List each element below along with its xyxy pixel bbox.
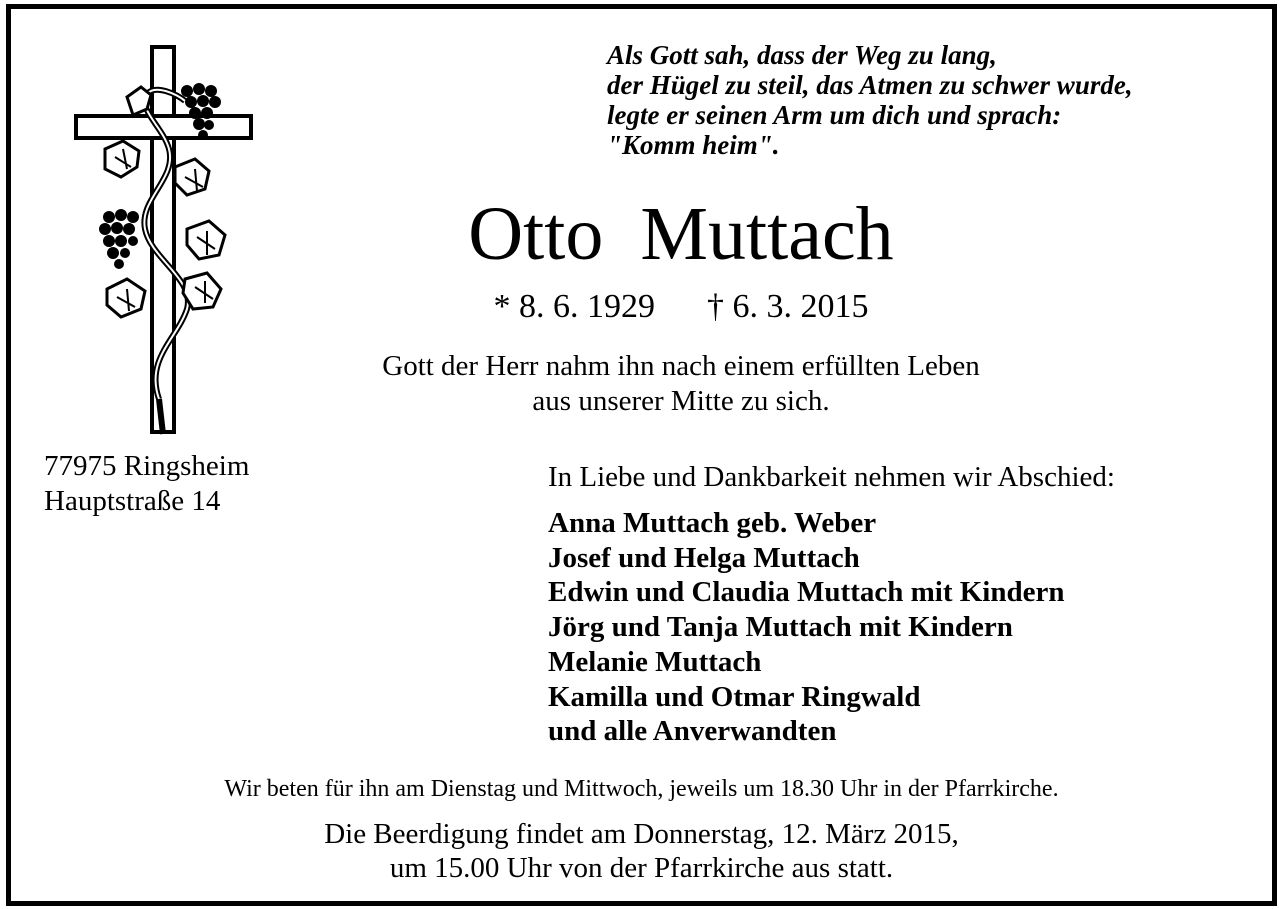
mourner-entry: und alle Anverwandten xyxy=(548,715,837,748)
mourner-entry: Melanie Muttach xyxy=(548,645,762,678)
opening-quote xyxy=(607,40,1247,160)
address-street: Hauptstraße 14 xyxy=(44,485,221,517)
funeral-line: Die Beerdigung findet am Donnerstag, 12. März 2015, xyxy=(324,818,959,850)
farewell-line: In Liebe und Dankbarkeit nehmen wir Abschied: xyxy=(548,461,1115,493)
mourners-list xyxy=(548,506,1064,749)
address xyxy=(44,449,249,519)
life-statement xyxy=(261,349,1101,419)
life-statement-line: aus unserer Mitte zu sich. xyxy=(532,385,830,417)
funeral-line: um 15.00 Uhr von der Pfarrkirche aus statt. xyxy=(389,852,894,884)
cross-with-grapevine-icon xyxy=(67,39,263,439)
quote-line: legte er seinen Arm um dich und sprach: xyxy=(607,100,1062,130)
quote-line: Als Gott sah, dass der Weg zu lang, xyxy=(607,40,997,70)
mourner-entry: Kamilla und Otmar Ringwald xyxy=(548,680,921,713)
mourner-entry: Anna Muttach geb. Weber xyxy=(548,507,877,539)
mourner-entry: Jörg und Tanja Muttach mit Kindern xyxy=(548,611,1013,644)
address-city: 77975 Ringsheim xyxy=(44,450,250,482)
prayer-notice: Wir beten für ihn am Dienstag und Mittwoch, jeweils um 18.30 Uhr in der Pfarrkirche. xyxy=(224,776,1059,802)
birth-date: * 8. 6. 1929 xyxy=(493,288,655,325)
mourner-entry: Edwin und Claudia Muttach mit Kindern xyxy=(548,576,1065,609)
quote-line: der Hügel zu steil, das Atmen zu schwer wurde, xyxy=(607,70,1133,100)
life-dates xyxy=(261,285,1101,329)
funeral-notice xyxy=(21,817,1262,885)
obituary-notice xyxy=(6,4,1277,906)
deceased-name: Otto Muttach xyxy=(468,192,894,276)
death-date: † 6. 3. 2015 xyxy=(707,288,869,325)
mourner-entry: Josef und Helga Muttach xyxy=(548,541,860,574)
life-statement-line: Gott der Herr nahm ihn nach einem erfüllten Leben xyxy=(382,350,980,382)
quote-line: "Komm heim". xyxy=(607,130,780,160)
